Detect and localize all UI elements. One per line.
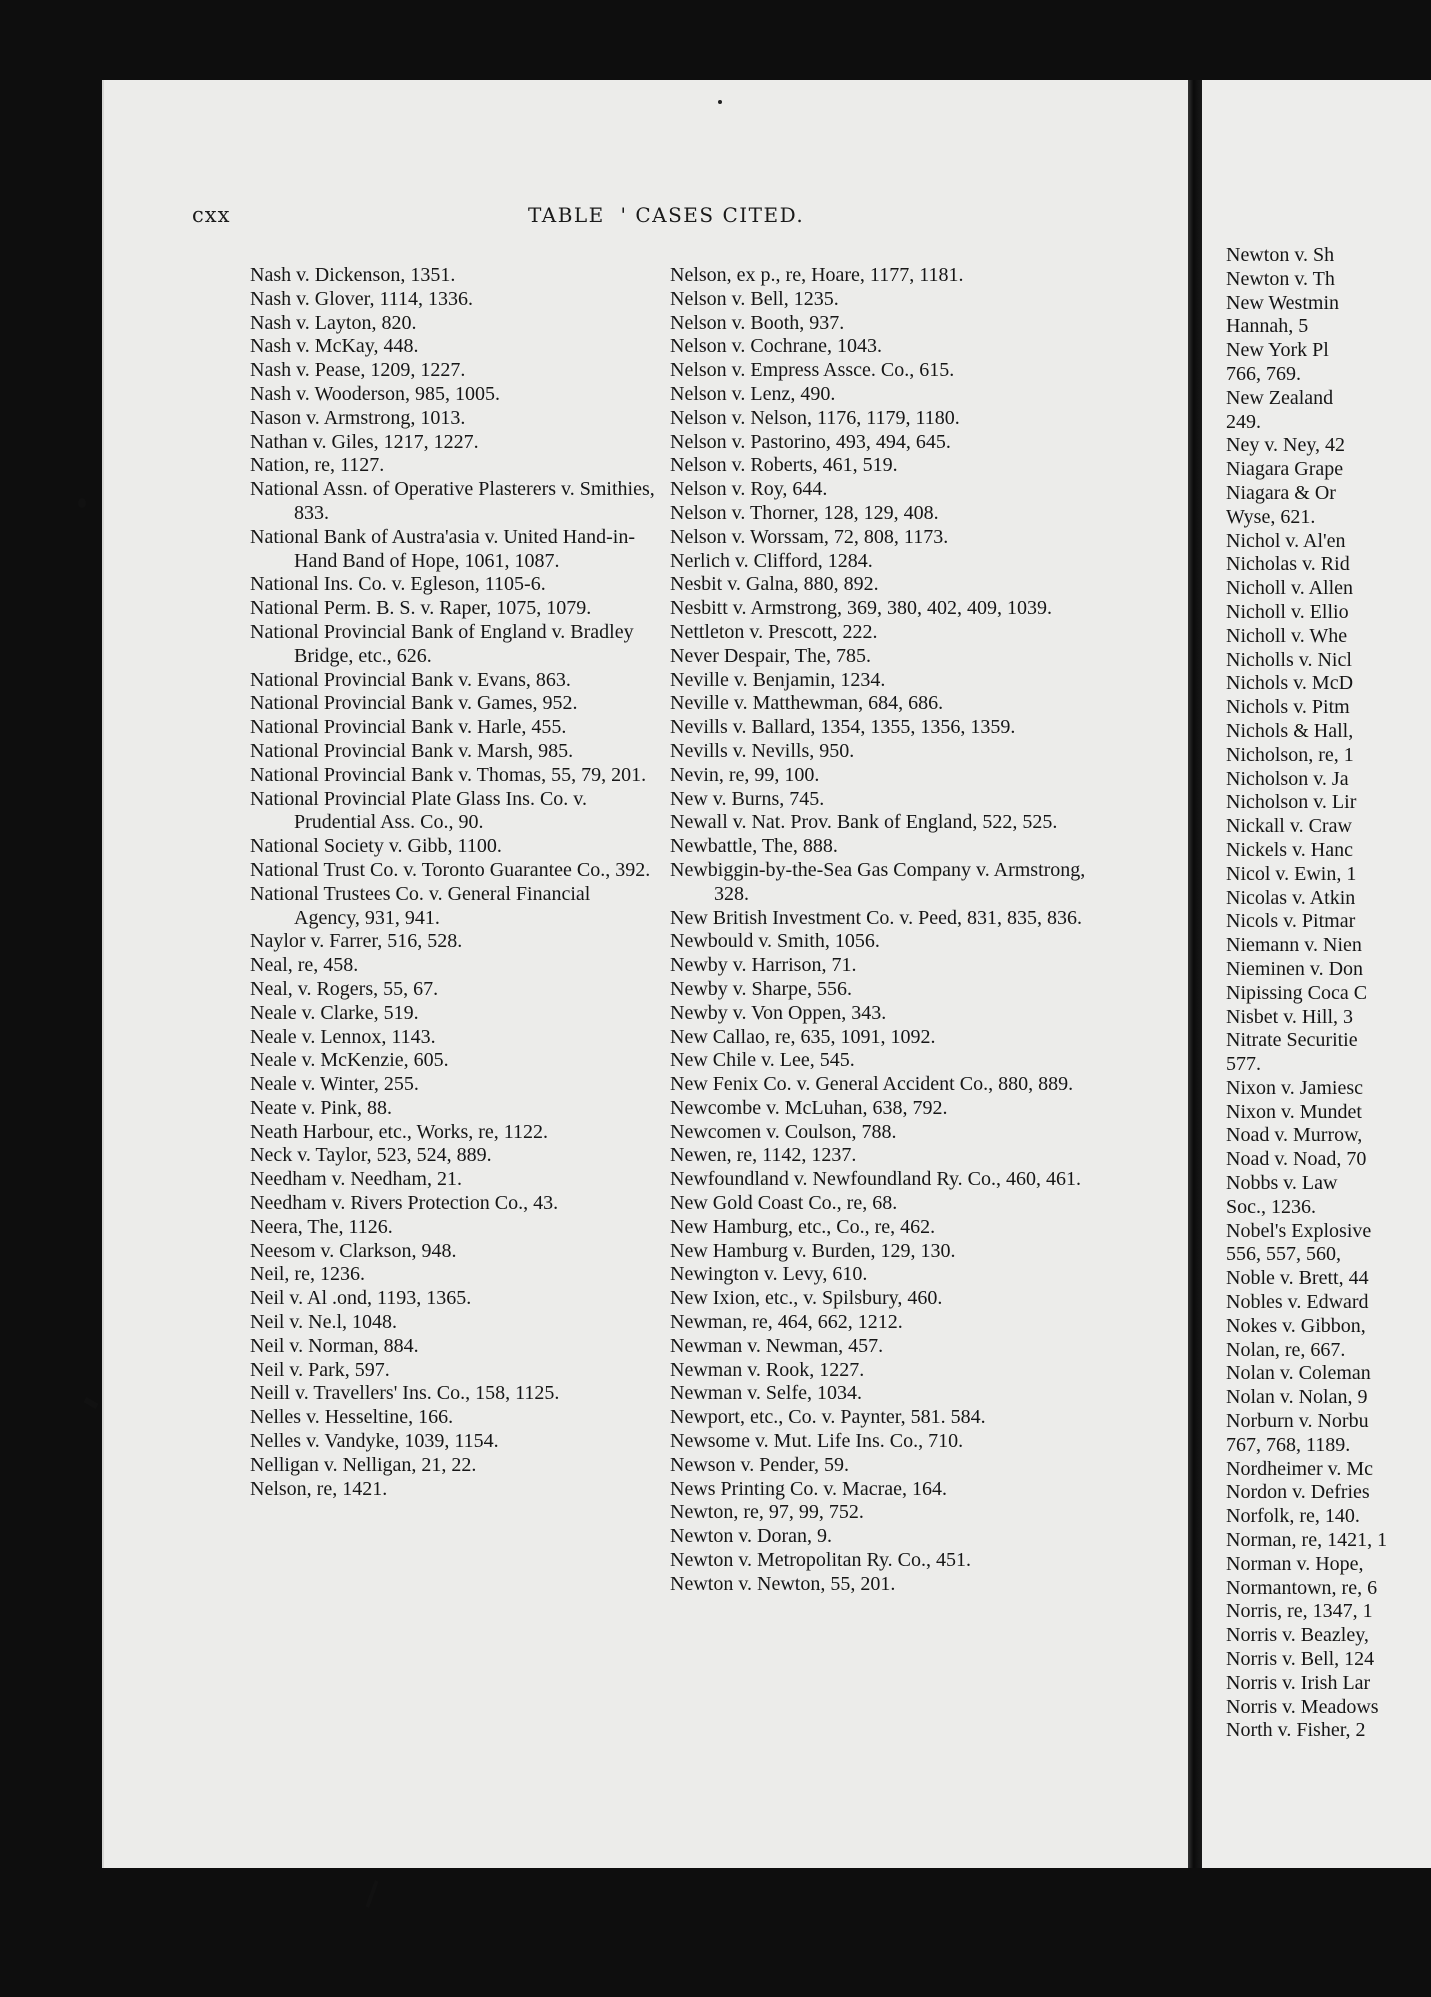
index-entry: Neale v. McKenzie, 605. [250, 1049, 449, 1072]
index-entry: Nolan v. Coleman [1226, 1362, 1371, 1385]
index-entry: Nelson, re, 1421. [250, 1477, 388, 1500]
index-entry: Nash v. Glover, 1114, 1336. [250, 287, 474, 310]
index-column-middle [670, 264, 1100, 1597]
index-entry: Newby v. Harrison, 71. [670, 954, 857, 977]
index-entry: Nicolas v. Atkin [1226, 886, 1356, 909]
index-entry: Nason v. Armstrong, 1013. [250, 406, 466, 429]
index-entry: Nash v. Wooderson, 985, 1005. [250, 382, 501, 405]
book-spine [1188, 80, 1202, 1868]
index-entry: Naylor v. Farrer, 516, 528. [250, 930, 463, 953]
index-entry: Neale v. Lennox, 1143. [250, 1025, 436, 1048]
index-entry: Neil v. Al .ond, 1193, 1365. [250, 1287, 472, 1310]
index-entry: Norris v. Beazley, [1226, 1624, 1369, 1647]
index-entry: Newbiggin-by-the-Sea Gas Company v. Armstrong, 328. [670, 858, 1086, 905]
index-entry: Nixon v. Mundet [1226, 1100, 1362, 1123]
index-entry: Wyse, 621. [1226, 505, 1316, 528]
margin-speck [365, 1880, 378, 1908]
index-entry: 767, 768, 1189. [1226, 1433, 1351, 1456]
index-entry: Neville v. Matthewman, 684, 686. [670, 692, 944, 715]
index-entry: Neath Harbour, etc., Works, re, 1122. [250, 1120, 549, 1143]
index-entry: National Provincial Bank v. Evans, 863. [250, 668, 571, 691]
index-entry: Neera, The, 1126. [250, 1215, 393, 1238]
index-entry: New British Investment Co. v. Peed, 831, 835, 836. [670, 906, 1083, 929]
index-entry: Norris v. Meadows [1226, 1695, 1379, 1718]
index-entry: Newton, re, 97, 99, 752. [670, 1501, 864, 1524]
index-entry: New Hamburg, etc., Co., re, 462. [670, 1215, 936, 1238]
index-entry: Nelson v. Cochrane, 1043. [670, 335, 882, 358]
index-entry: Nelles v. Hesseltine, 166. [250, 1406, 454, 1429]
index-entry: Neil v. Park, 597. [250, 1358, 390, 1381]
index-entry: Noble v. Brett, 44 [1226, 1267, 1369, 1290]
index-entry: Newman v. Rook, 1227. [670, 1358, 865, 1381]
index-entry: Nixon v. Jamiesc [1226, 1076, 1364, 1099]
index-entry: Norfolk, re, 140. [1226, 1505, 1360, 1528]
index-column-right-partial [1226, 244, 1431, 1743]
index-entry: National Provincial Bank v. Games, 952. [250, 692, 578, 715]
index-entry: Nelson v. Thorner, 128, 129, 408. [670, 501, 939, 524]
index-entry: Newcomen v. Coulson, 788. [670, 1120, 897, 1143]
index-entry: New Chile v. Lee, 545. [670, 1049, 855, 1072]
index-entry: Neal, v. Rogers, 55, 67. [250, 977, 439, 1000]
index-entry: Noad v. Murrow, [1226, 1124, 1363, 1147]
index-entry: Newton v. Metropolitan Ry. Co., 451. [670, 1549, 972, 1572]
index-entry: Norris, re, 1347, 1 [1226, 1600, 1373, 1623]
index-entry: Nichol v. Al'en [1226, 529, 1346, 552]
index-entry: Newsome v. Mut. Life Ins. Co., 710. [670, 1430, 964, 1453]
index-entry: Nicholson, re, 1 [1226, 743, 1354, 766]
index-entry: New Westmin [1226, 291, 1340, 314]
index-entry: Nevills v. Ballard, 1354, 1355, 1356, 1359. [670, 716, 1016, 739]
index-entry: Newton v. Doran, 9. [670, 1525, 833, 1548]
index-entry: National Bank of Austra'asia v. United Hand-in-Hand Band of Hope, 1061, 1087. [250, 525, 635, 572]
index-entry: National Trust Co. v. Toronto Guarantee Co., 392. [250, 858, 651, 881]
index-entry: Neil v. Ne.l, 1048. [250, 1311, 398, 1334]
index-entry: New v. Burns, 745. [670, 787, 825, 810]
index-entry: Nerlich v. Clifford, 1284. [670, 549, 873, 572]
index-entry: Newcombe v. McLuhan, 638, 792. [670, 1096, 948, 1119]
index-entry: Neate v. Pink, 88. [250, 1096, 393, 1119]
index-entry: Nation, re, 1127. [250, 454, 385, 477]
index-entry: Nicol v. Ewin, 1 [1226, 862, 1357, 885]
index-entry: Nelson v. Booth, 937. [670, 311, 845, 334]
margin-speck [78, 498, 86, 508]
index-entry: National Provincial Bank v. Harle, 455. [250, 716, 567, 739]
index-entry: Newton v. Th [1226, 267, 1335, 290]
index-entry: Newman v. Newman, 457. [670, 1334, 884, 1357]
index-entry: Nelson v. Nelson, 1176, 1179, 1180. [670, 406, 960, 429]
index-entry: Newfoundland v. Newfoundland Ry. Co., 460, 461. [670, 1168, 1081, 1191]
index-entry: Nash v. McKay, 448. [250, 335, 419, 358]
page-speck [718, 100, 722, 104]
index-entry: Soc., 1236. [1226, 1195, 1316, 1218]
index-entry: Newman, re, 464, 662, 1212. [670, 1311, 903, 1334]
index-entry: Nordheimer v. Mc [1226, 1457, 1373, 1480]
index-entry: Newen, re, 1142, 1237. [670, 1144, 857, 1167]
index-entry: Nobel's Explosive [1226, 1219, 1372, 1242]
index-entry: Newby v. Sharpe, 556. [670, 977, 853, 1000]
index-entry: Newman v. Selfe, 1034. [670, 1382, 862, 1405]
index-entry: Nichols v. McD [1226, 672, 1354, 695]
index-entry: Nolan, re, 667. [1226, 1338, 1346, 1361]
index-entry: New Zealand [1226, 386, 1334, 409]
index-entry: Norman v. Hope, [1226, 1552, 1364, 1575]
index-entry: Norman, re, 1421, 1 [1226, 1529, 1388, 1552]
index-entry: Neville v. Benjamin, 1234. [670, 668, 886, 691]
index-entry: Ney v. Ney, 42 [1226, 434, 1346, 457]
index-entry: Nolan v. Nolan, 9 [1226, 1386, 1368, 1409]
index-entry: 249. [1226, 410, 1261, 433]
index-entry: Nobles v. Edward [1226, 1291, 1369, 1314]
index-entry: Neale v. Clarke, 519. [250, 1001, 419, 1024]
index-entry: Nelson v. Lenz, 490. [670, 382, 836, 405]
index-entry: Nicholas v. Rid [1226, 553, 1350, 576]
index-entry: Nipissing Coca C [1226, 981, 1368, 1004]
index-entry: Nicholson v. Ja [1226, 767, 1349, 790]
index-entry: Norris v. Irish Lar [1226, 1671, 1371, 1694]
index-entry: Nichols & Hall, [1226, 719, 1354, 742]
index-entry: Nettleton v. Prescott, 222. [670, 620, 878, 643]
index-entry: Nelson v. Bell, 1235. [670, 287, 839, 310]
index-entry: New York Pl [1226, 339, 1329, 362]
index-entry: Norris v. Bell, 124 [1226, 1648, 1375, 1671]
index-entry: Niemann v. Nien [1226, 934, 1362, 957]
index-entry: Newton v. Newton, 55, 201. [670, 1572, 896, 1595]
index-entry: Nickall v. Craw [1226, 815, 1352, 838]
index-entry: Newton v. Sh [1226, 244, 1335, 266]
index-entry: National Ins. Co. v. Egleson, 1105-6. [250, 573, 546, 596]
index-entry: Nicholls v. Nicl [1226, 648, 1352, 671]
page-title: TABLE ' CASES CITED. [528, 203, 805, 227]
index-column-left [250, 264, 660, 1501]
index-entry: Nash v. Layton, 820. [250, 311, 417, 334]
index-entry: Newall v. Nat. Prov. Bank of England, 522, 525. [670, 811, 1058, 834]
index-entry: Newport, etc., Co. v. Paynter, 581. 584. [670, 1406, 986, 1429]
index-entry: National Provincial Bank v. Thomas, 55, 79, 201. [250, 763, 647, 786]
index-entry: Newbould v. Smith, 1056. [670, 930, 880, 953]
index-entry: Nokes v. Gibbon, [1226, 1314, 1366, 1337]
index-entry: Neil, re, 1236. [250, 1263, 365, 1286]
index-entry: 577. [1226, 1053, 1261, 1076]
index-entry: New Hamburg v. Burden, 129, 130. [670, 1239, 956, 1262]
index-entry: Newbattle, The, 888. [670, 835, 838, 858]
index-entry: Newson v. Pender, 59. [670, 1453, 849, 1476]
index-entry: Needham v. Rivers Protection Co., 43. [250, 1192, 559, 1215]
index-entry: Normantown, re, 6 [1226, 1576, 1378, 1599]
index-entry: Nobbs v. Law [1226, 1172, 1338, 1195]
index-entry: National Perm. B. S. v. Raper, 1075, 1079. [250, 597, 592, 620]
index-entry: Niagara Grape [1226, 458, 1344, 481]
index-entry: Nelligan v. Nelligan, 21, 22. [250, 1453, 477, 1476]
index-entry: News Printing Co. v. Macrae, 164. [670, 1477, 947, 1500]
index-entry: Nash v. Dickenson, 1351. [250, 264, 456, 286]
index-entry: Nicholson v. Lir [1226, 791, 1357, 814]
index-entry: Neil v. Norman, 884. [250, 1334, 419, 1357]
index-entry: Never Despair, The, 785. [670, 644, 871, 667]
index-entry: National Society v. Gibb, 1100. [250, 835, 502, 858]
index-entry: National Assn. of Operative Plasterers v. Smithies, 833. [250, 478, 655, 524]
index-entry: 766, 769. [1226, 362, 1301, 385]
index-entry: Nelson v. Empress Assce. Co., 615. [670, 359, 955, 382]
index-entry: Needham v. Needham, 21. [250, 1168, 462, 1191]
index-entry: Nesbitt v. Armstrong, 369, 380, 402, 409, 1039. [670, 597, 1053, 620]
index-entry: Nitrate Securitie [1226, 1029, 1358, 1052]
page-number: cxx [192, 203, 231, 227]
index-entry: Nash v. Pease, 1209, 1227. [250, 359, 466, 382]
index-entry: Noad v. Noad, 70 [1226, 1148, 1367, 1171]
index-entry: Nelles v. Vandyke, 1039, 1154. [250, 1430, 499, 1453]
index-entry: Nevills v. Nevills, 950. [670, 739, 855, 762]
index-entry: Nathan v. Giles, 1217, 1227. [250, 430, 479, 453]
index-entry: National Provincial Bank v. Marsh, 985. [250, 739, 574, 762]
index-entry: Nevin, re, 99, 100. [670, 763, 820, 786]
index-entry: Nickels v. Hanc [1226, 838, 1353, 861]
index-entry: Norburn v. Norbu [1226, 1410, 1369, 1433]
index-entry: Nicholl v. Ellio [1226, 600, 1349, 623]
index-entry: Nieminen v. Don [1226, 957, 1364, 980]
index-entry: Nelson v. Worssam, 72, 808, 1173. [670, 525, 949, 548]
index-entry: Neal, re, 458. [250, 954, 359, 977]
index-entry: Nelson v. Roy, 644. [670, 478, 828, 501]
index-entry: North v. Fisher, 2 [1226, 1719, 1366, 1742]
index-entry: Neill v. Travellers' Ins. Co., 158, 1125. [250, 1382, 560, 1405]
index-entry: Newington v. Levy, 610. [670, 1263, 868, 1286]
index-entry: Nichols v. Pitm [1226, 696, 1350, 719]
index-entry: Hannah, 5 [1226, 315, 1309, 338]
index-entry: National Trustees Co. v. General Financial Agency, 931, 941. [250, 882, 591, 929]
index-entry: Nisbet v. Hill, 3 [1226, 1005, 1354, 1028]
index-entry: Nelson, ex p., re, Hoare, 1177, 1181. [670, 264, 964, 286]
index-entry: Neale v. Winter, 255. [250, 1073, 419, 1096]
index-entry: Nesbit v. Galna, 880, 892. [670, 573, 879, 596]
index-entry: National Provincial Plate Glass Ins. Co. v. Prudential Ass. Co., 90. [250, 787, 587, 834]
index-entry: Neesom v. Clarkson, 948. [250, 1239, 457, 1262]
index-entry: New Fenix Co. v. General Accident Co., 880, 889. [670, 1073, 1074, 1096]
index-entry: Newby v. Von Oppen, 343. [670, 1001, 887, 1024]
index-entry: Nicholl v. Whe [1226, 624, 1348, 647]
index-entry: Nelson v. Pastorino, 493, 494, 645. [670, 430, 951, 453]
index-entry: New Callao, re, 635, 1091, 1092. [670, 1025, 936, 1048]
index-entry: New Gold Coast Co., re, 68. [670, 1192, 898, 1215]
index-entry: Niagara & Or [1226, 481, 1336, 504]
index-entry: Nicholl v. Allen [1226, 577, 1354, 600]
index-entry: Nordon v. Defries [1226, 1481, 1370, 1504]
index-entry: 556, 557, 560, [1226, 1243, 1341, 1266]
index-entry: New Ixion, etc., v. Spilsbury, 460. [670, 1287, 943, 1310]
margin-speck [83, 1397, 98, 1409]
index-entry: National Provincial Bank of England v. Bradley Bridge, etc., 626. [250, 620, 634, 667]
index-entry: Nelson v. Roberts, 461, 519. [670, 454, 898, 477]
index-entry: Nicols v. Pitmar [1226, 910, 1356, 933]
index-entry: Neck v. Taylor, 523, 524, 889. [250, 1144, 492, 1167]
